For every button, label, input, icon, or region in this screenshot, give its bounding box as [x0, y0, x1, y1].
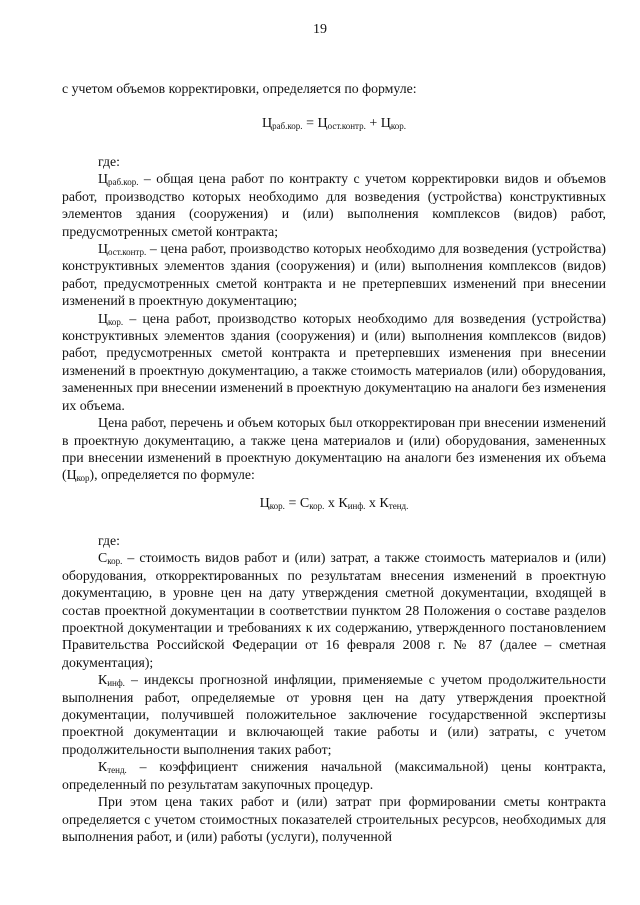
definitions-block-2: [62, 532, 606, 845]
where-label-2: где:: [98, 533, 120, 548]
page-number: 19: [313, 22, 327, 37]
formula-corrected-price: $Ц_{кор.} = С_{кор.}$ х $К_{инф.}$ х $К_{тенд.}$: [259, 496, 409, 511]
definition-inflation-index: $К_{инф.}$ – индексы прогнозной инфляции, применяемые с учетом продолжительности выполнения работ, определяемые от уровня цен на дату утверждения проектной документации, получившей положительное заключение государственной экспертизы проектной документации и включающей такие работы и (или) затраты, с учетом продолжительности выполнения таких работ;: [62, 672, 606, 757]
definition-tender-coefficient: $К_{тенд.}$ – коэффициент снижения начальной (максимальной) цены контракта, определенный по результатам закупочных процедур.: [62, 759, 606, 792]
where-label: где:: [98, 154, 120, 169]
definition-corrected-price: $Ц_{кор.}$ – цена работ, производство которых необходимо для возведения (устройства) конструктивных элементов здания (сооружения) и (или) выполнения комплексов (видов) работ, предусмотренных сметой контракта и претерпевших изменения при внесении изменений в проектную документацию, а также стоимость материалов (или) оборудования, замененных при внесении изменений в проектную документацию на аналоги без изменения их объема.: [62, 310, 606, 413]
intro-line: [62, 80, 606, 97]
definitions-block-1: [62, 153, 606, 484]
paragraph-price-correction: Цена работ, перечень и объем которых был откорректирован при внесении изменений в проектную документацию, а также цена материалов и (или) оборудования, замененных при внесении изменений в проектную документацию на аналоги без изменения их объема $(Ц_{кор})$, определяется по формуле:: [62, 415, 606, 484]
definition-remaining-price: $Ц_{ост.контр.}$ – цена работ, производство которых необходимо для возведения (устройства) конструктивных элементов здания (сооружения) и (или) выполнения комплексов (видов) работ, предусмотренных сметой контракта и не претерпевших изменений при внесении изменений в проектную документацию;: [62, 241, 606, 309]
definition-corrected-cost: $С_{кор.}$ – стоимость видов работ и (или) затрат, а также стоимость материалов и (или) оборудования, откорректированных по результатам внесения изменений в проектную документацию, в уровне цен на дату утверждения сметной документации, входящей в состав проектной документации в соответствии пунктом 28 Положения о составе разделов проектной документации и требованиях к их содержанию, утвержденного постановлением Правительства Российской Федерации от 16 февраля 2008 г. № 87 (далее – сметная документация);: [62, 550, 606, 670]
definition-total-price: $Ц_{раб.кор.}$ – общая цена работ по контракту с учетом корректировки видов и объемов работ, производство которых необходимо для возведения (устройства) конструктивных элементов здания (сооружения) и (или) выполнения комплексов (видов) работ, предусмотренных сметой контракта;: [62, 171, 606, 239]
paragraph-final: При этом цена таких работ и (или) затрат при формировании сметы контракта определяется с учетом стоимостных показателей строительных ресурсов, необходимых для выполнения работ, и (или) работы (услуги), полученной: [62, 794, 606, 844]
intro-text: с учетом объемов корректировки, определяется по формуле:: [62, 81, 417, 96]
formula-total-price: $Ц_{раб.кор.} = Ц_{ост.контр.} + Ц_{кор.}$: [261, 116, 407, 131]
